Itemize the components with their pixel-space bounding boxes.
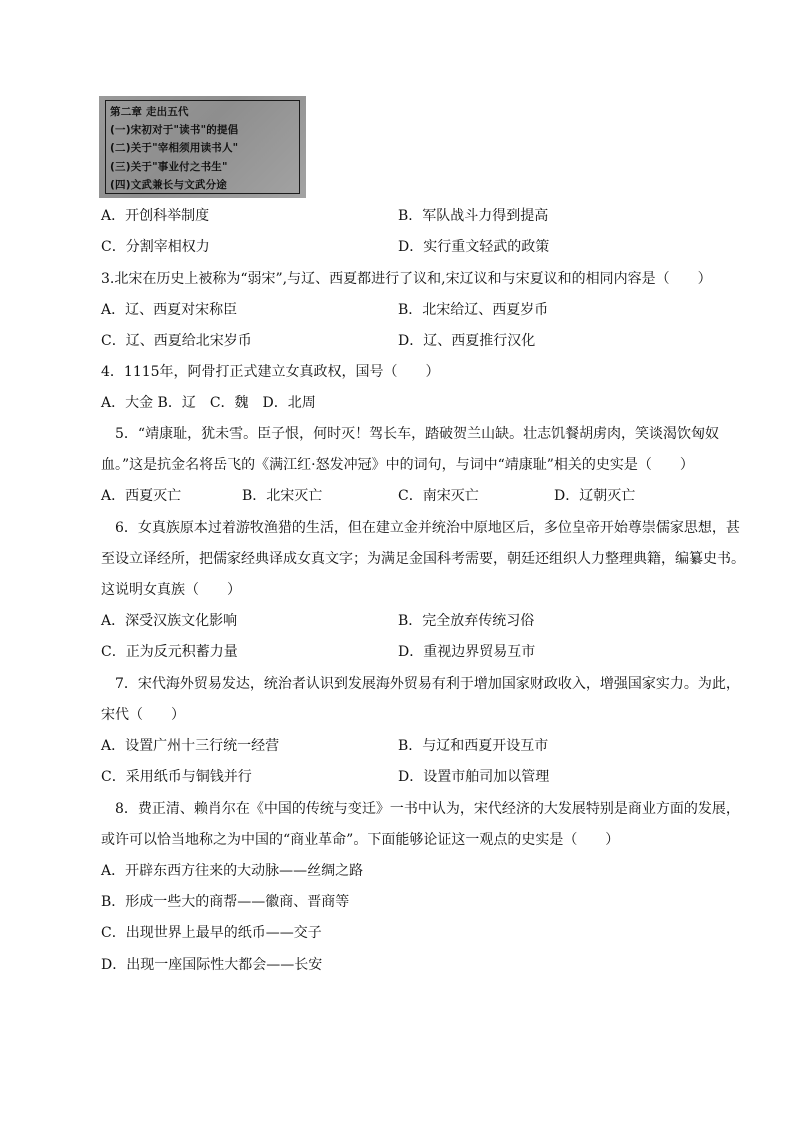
q2-option-b[interactable]: B．军队战斗力得到提高	[398, 208, 549, 224]
q6-option-a[interactable]: A．深受汉族文化影响	[101, 613, 238, 629]
q5-option-b[interactable]: B．北宋灭亡	[242, 488, 323, 504]
q3-option-d[interactable]: D．辽、西夏推行汉化	[398, 333, 536, 349]
q7-stem-line: 宋代（ ）	[101, 707, 185, 723]
q8-stem-line: 8．费正清、赖肖尔在《中国的传统与变迁》一书中认为，宋代经济的大发展特别是商业方面的发展，	[115, 801, 740, 817]
q3-stem: 3.北宋在历史上被称为“弱宋”,与辽、西夏都进行了议和,宋辽议和与宋夏议和的相同内容是（ ）	[101, 271, 712, 287]
q7-option-a[interactable]: A．设置广州十三行统一经营	[101, 738, 280, 754]
chapter-outline-frame	[105, 100, 300, 194]
q6-stem-line: 6．女真族原本过着游牧渔猎的生活，但在建立金并统治中原地区后，多位皇帝开始尊崇儒家思想，甚	[115, 520, 740, 536]
q8-stem-line: 或许可以恰当地称之为中国的“商业革命”。下面能够论证这一观点的史实是（ ）	[101, 832, 620, 848]
q6-option-d[interactable]: D．重视边界贸易互市	[398, 644, 536, 660]
q6-option-c[interactable]: C．正为反元积蓄力量	[101, 644, 238, 660]
q6-stem-line: 至设立译经所，把儒家经典译成女真文字；为满足金国科考需要，朝廷还组织人力整理典籍，编纂史书。	[101, 551, 745, 567]
q4-stem: 4．1115年，阿骨打正式建立女真政权，国号（ ）	[101, 364, 440, 380]
q3-option-b[interactable]: B．北宋给辽、西夏岁币	[398, 302, 549, 318]
q6-option-b[interactable]: B．完全放弃传统习俗	[398, 613, 535, 629]
outline-line: 第二章 走出五代	[110, 106, 189, 118]
q8-option-a[interactable]: A．开辟东西方往来的大动脉——丝绸之路	[101, 863, 364, 879]
outline-line: (一)宋初对于"读书"的提倡	[110, 124, 239, 137]
q5-stem-line: 血。”这是抗金名将岳飞的《满江红·怒发冲冠》中的词句，与词中“靖康耻”相关的史实是（ ）	[101, 457, 694, 473]
chapter-outline-photo	[99, 96, 306, 198]
q7-stem-line: 7．宋代海外贸易发达，统治者认识到发展海外贸易有利于增加国家财政收入，增强国家实力。为此，	[115, 676, 740, 692]
q7-option-b[interactable]: B．与辽和西夏开设互市	[398, 738, 549, 754]
q2-option-a[interactable]: A．开创科举制度	[101, 208, 210, 224]
q3-option-a[interactable]: A．辽、西夏对宋称臣	[101, 302, 238, 318]
q8-option-b[interactable]: B．形成一些大的商帮——徽商、晋商等	[101, 894, 350, 910]
q7-option-c[interactable]: C．采用纸币与铜钱并行	[101, 769, 252, 785]
q5-option-a[interactable]: A．西夏灭亡	[101, 488, 182, 504]
q2-option-c[interactable]: C．分割宰相权力	[101, 239, 210, 255]
q8-option-d[interactable]: D．出现一座国际性大都会——长安	[101, 957, 323, 973]
outline-line: (二)关于"宰相须用读书人"	[110, 142, 239, 155]
q4-options[interactable]: A．大金 B．辽 C．魏 D．北周	[101, 395, 316, 411]
outline-line: (四)文武兼长与文武分途	[110, 178, 227, 191]
q5-option-c[interactable]: C．南宋灭亡	[398, 488, 479, 504]
q5-option-d[interactable]: D．辽朝灭亡	[554, 488, 636, 504]
outline-line: (三)关于"事业付之书生"	[110, 160, 228, 173]
q6-stem-line: 这说明女真族（ ）	[101, 582, 241, 598]
q2-option-d[interactable]: D．实行重文轻武的政策	[398, 239, 550, 255]
q3-option-c[interactable]: C．辽、西夏给北宋岁币	[101, 333, 252, 349]
q8-option-c[interactable]: C．出现世界上最早的纸币——交子	[101, 925, 322, 941]
q5-stem-line: 5．“靖康耻，犹未雪。臣子恨，何时灭！驾长车，踏破贺兰山缺。壮志饥餐胡虏肉，笑谈渴饮匈奴	[115, 426, 720, 442]
q7-option-d[interactable]: D．设置市舶司加以管理	[398, 769, 550, 785]
